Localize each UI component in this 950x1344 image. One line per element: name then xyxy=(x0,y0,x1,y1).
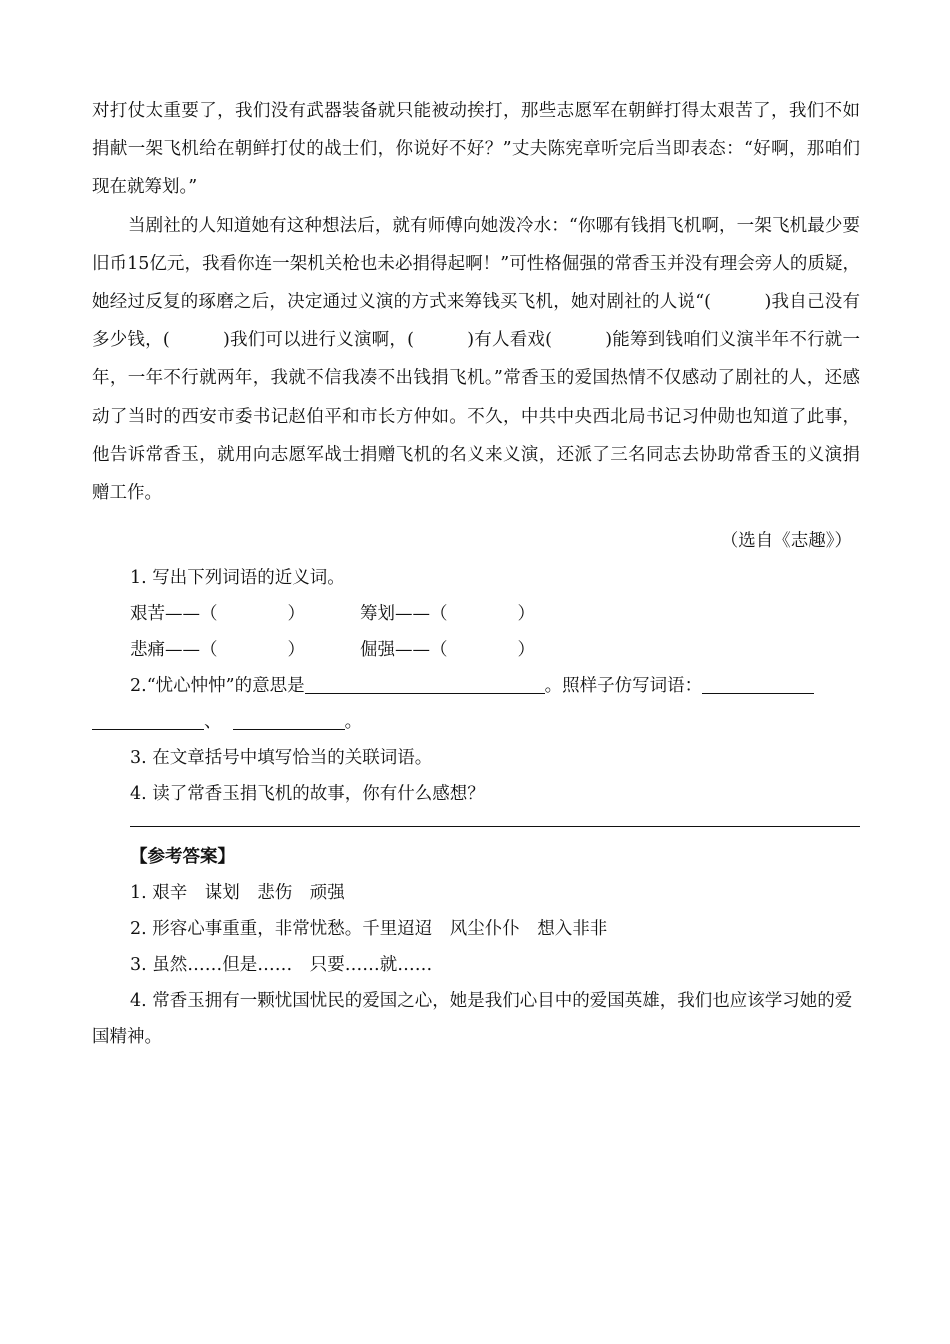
question-2-end: 。 xyxy=(344,712,363,733)
question-4-answer-line[interactable] xyxy=(130,826,860,827)
question-1-row-2 xyxy=(92,632,860,668)
passage-paragraph-1: 对打仗太重要了，我们没有武器装备就只能被动挨打，那些志愿军在朝鲜打得太艰苦了，我们不如捐献一架飞机给在朝鲜打仗的战士们，你说好不好？”丈夫陈宪章听完后当即表态：“好啊，那咱们现在就筹划。” xyxy=(92,101,860,198)
question-1: 1. 写出下列词语的近义词。 xyxy=(130,568,345,589)
question-2-prefix: 2.“忧心忡忡”的意思是 xyxy=(130,676,305,697)
imitation-word-blank-2[interactable] xyxy=(92,709,204,730)
answer-4: 4. 常香玉拥有一颗忧国忧民的爱国之心，她是我们心目中的爱国英雄，我们也应该学习她的爱国精神。 xyxy=(92,991,853,1048)
answer-3: 3. 虽然……但是…… 只要……就…… xyxy=(130,955,433,976)
passage-source: （选自《志趣》） xyxy=(720,531,852,552)
synonym-item: 倔强——（ ） xyxy=(360,640,535,661)
answer-2: 2. 形容心事重重，非常忧愁。千里迢迢 风尘仆仆 想入非非 xyxy=(130,919,608,940)
synonym-item: 艰苦——（ ） xyxy=(130,604,305,625)
question-3: 3. 在文章括号中填写恰当的关联词语。 xyxy=(130,748,433,769)
question-2 xyxy=(92,668,860,704)
question-1-row-1 xyxy=(92,596,860,632)
imitation-word-blank-3[interactable] xyxy=(233,709,345,730)
question-2-continued xyxy=(92,704,860,740)
question-2-middle: 。照样子仿写词语： xyxy=(544,676,703,697)
meaning-answer-blank[interactable] xyxy=(305,673,545,694)
synonym-item: 悲痛——（ ） xyxy=(130,640,305,661)
passage-paragraph-2: 当剧社的人知道她有这种想法后，就有师傅向她泼冷水：“你哪有钱捐飞机啊，一架飞机最少要旧币15亿元，我看你连一架机关枪也未必捐得起啊！”可性格倔强的常香玉并没有理会旁人的质疑，她经过反复的琢磨之后，决定通过义演的方式来筹钱买飞机，她对剧社的人说“( )我自己没有多少钱，( )我们可以进行义演啊，( )有人看戏( )能筹到钱咱们义演半年不行就一年，一年不行就两年，我就不信我凑不出钱捐飞机。”常香玉的爱国热情不仅感动了剧社的人，还感动了当时的西安市委书记赵伯平和市长方仲如。不久，中共中央西北局书记习仲勋也知道了此事，他告诉常香玉，就用向志愿军战士捐赠飞机的名义来义演，还派了三名同志去协助常香玉的义演捐赠工作。 xyxy=(92,215,860,504)
imitation-word-blank-1[interactable] xyxy=(702,673,814,694)
answer-1: 1. 艰辛 谋划 悲伤 顽强 xyxy=(130,883,345,904)
question-2-separator: 、 xyxy=(204,712,222,733)
synonym-item: 筹划——（ ） xyxy=(360,604,535,625)
answer-key-heading: 【参考答案】 xyxy=(130,847,235,868)
question-4: 4. 读了常香玉捐飞机的故事，你有什么感想？ xyxy=(130,784,485,805)
worksheet-page xyxy=(92,92,860,1055)
